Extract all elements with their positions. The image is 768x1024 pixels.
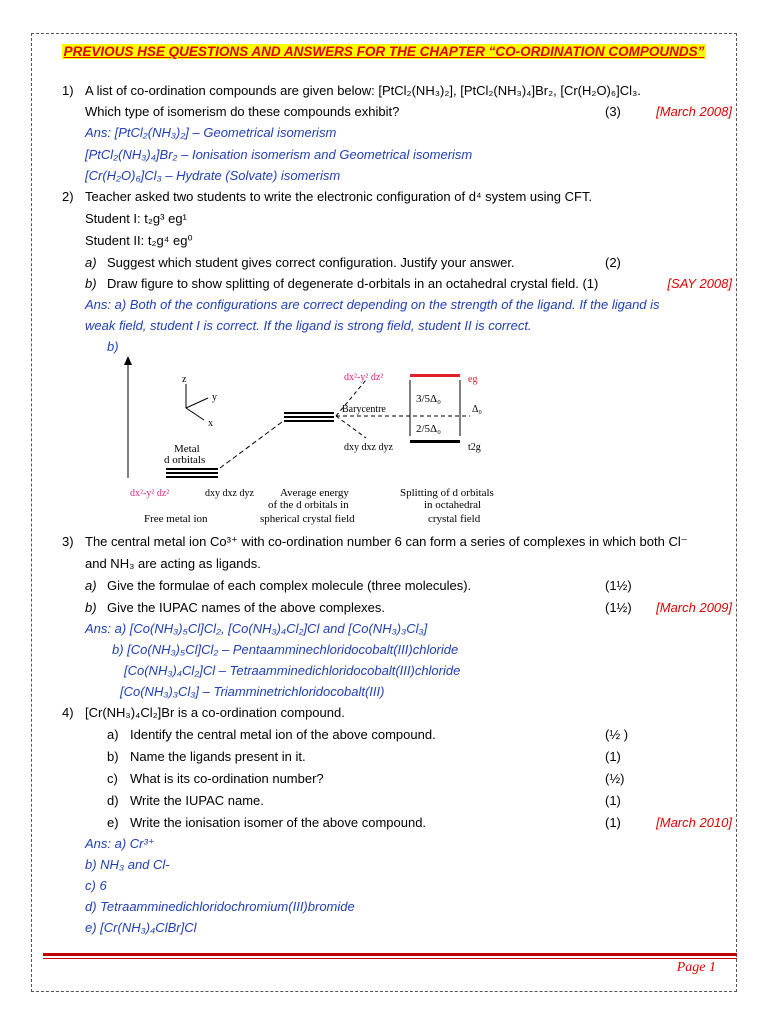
x-label: x [208,418,213,429]
y-axis [186,398,208,408]
q4-item-marks: (1) [605,749,621,764]
q4-item-marks: (½) [605,771,625,786]
q3-answer-3: [Co(NH₃)₄Cl₂]Cl – Tetraamminedichloridocobalt(III)chloride [124,663,461,678]
q1-marks: (3) [605,104,621,119]
q2-student-2: Student II: t₂g⁴ eg⁰ [85,233,193,248]
q2-b-label: b) [85,276,97,291]
split-caption-2: in octahedral [424,499,482,511]
q1-answer-2: [PtCl₂(NH₃)₄]Br₂ – Ionisation isomerism and Geometrical isomerism [85,147,473,162]
q4-answer: c) 6 [85,878,107,893]
avg-caption-1: Average energy [280,487,349,499]
footer-rule-thin [43,958,737,959]
q2-b-source: [SAY 2008] [667,276,732,291]
q3-answer-2: b) [Co(NH₃)₅Cl]Cl₂ – Pentaamminechloridocobalt(III)chloride [112,642,459,657]
q3-b-text: Give the IUPAC names of the above complexes. [107,600,385,615]
avg-caption-2: of the d orbitals in [268,499,349,511]
q2-answer-2: weak field, student I is correct. If the ligand is strong field, student II is correct. [85,318,532,333]
q2-answer-b: b) [107,339,119,354]
energy-arrow-head [124,356,132,365]
q4-item-text: What is its co-ordination number? [130,771,324,786]
q4-item-text: Write the ionisation isomer of the above compound. [130,815,427,830]
q4-item-marks: (½ ) [605,727,629,742]
t2g-label: t2g [468,442,481,453]
page-number: Page 1 [676,960,716,975]
page-title: PREVIOUS HSE QUESTIONS AND ANSWERS FOR THE CHAPTER “CO-ORDINATION COMPOUNDS” [63,44,705,59]
free-ion-orbitals-black: dxy dxz dyz [205,488,254,499]
q2-student-1: Student I: t₂g³ eg¹ [85,211,187,226]
q1-text: A list of co-ordination compounds are given below: [PtCl₂(NH₃)₂], [PtCl₂(NH₃)₄]Br₂, [Cr(H₂O)₆]Cl₃. [85,83,641,98]
split-caption-1: Splitting of d orbitals [400,487,494,499]
q2-a-label: a) [85,255,97,270]
q2-text: Teacher asked two students to write the electronic configuration of d⁴ system using CFT. [85,189,593,204]
q3-text2: and NH₃ are acting as ligands. [85,556,261,571]
t2g-level [410,440,460,443]
avg-caption-3: spherical crystal field [260,513,355,525]
q2-a-text: Suggest which student gives correct configuration. Justify your answer. [107,255,515,270]
q1-number: 1) [62,83,74,98]
three-fifths-label: 3/5Δ₀ [416,393,441,405]
footer-rule [43,953,737,956]
q2-answer-1: Ans: a) Both of the configurations are correct depending on the strength of the ligand. If the ligand is [85,297,660,312]
free-ion-orbitals-red: dx²-y² dz² [130,488,170,499]
spherical-level [284,412,334,414]
free-ion-level [166,472,218,474]
q4-answer: e) [Cr(NH₃)₄ClBr]Cl [85,920,197,935]
q4-item-label: e) [107,815,119,830]
q4-answer: b) NH₃ and Cl- [85,857,170,872]
q3-a-marks: (1½) [605,578,632,593]
x-axis [186,408,204,420]
t2g-orbitals-label: dxy dxz dyz [344,442,393,453]
q4-item-label: d) [107,793,119,808]
q3-source: [March 2009] [656,600,732,615]
q4-source: [March 2010] [656,815,732,830]
crystal-field-diagram [110,350,550,530]
q3-a-label: a) [85,578,97,593]
q4-item-label: a) [107,727,119,742]
q4-item-text: Write the IUPAC name. [130,793,264,808]
spherical-level [284,420,334,422]
y-label: y [212,392,217,403]
two-fifths-label: 2/5Δ₀ [416,423,441,435]
q3-answer-1: Ans: a) [Co(NH₃)₅Cl]Cl₂, [Co(NH₃)₄Cl₂]Cl and [Co(NH₃)₃Cl₃] [85,621,428,636]
q4-item-label: b) [107,749,119,764]
free-ion-level [166,476,218,478]
q2-b-text: Draw figure to show splitting of degenerate d-orbitals in an octahedral crystal field. (1) [107,276,599,291]
eg-label: eg [468,374,478,385]
q4-item-text: Identify the central metal ion of the above compound. [130,727,436,742]
q4-item-marks: (1) [605,815,621,830]
q4-item-marks: (1) [605,793,621,808]
q1-answer-1: Ans: [PtCl₂(NH₃)₂] – Geometrical isomerism [85,125,337,140]
q4-number: 4) [62,705,74,720]
free-ion-caption: Free metal ion [144,513,208,525]
q2-a-marks: (2) [605,255,621,270]
q2-number: 2) [62,189,74,204]
q1-source: [March 2008] [656,104,732,119]
q1-answer-3: [Cr(H₂O)₆]Cl₃ – Hydrate (Solvate) isomerism [85,168,341,183]
barycentre-label: Barycentre [342,404,386,415]
spherical-level [284,416,334,418]
q4-answer: Ans: a) Cr³⁺ [85,836,155,851]
q3-number: 3) [62,534,74,549]
q4-item-label: c) [107,771,118,786]
eg-level [410,374,460,377]
q3-b-marks: (1½) [605,600,632,615]
split-caption-3: crystal field [428,513,481,525]
q3-answer-4: [Co(NH₃)₃Cl₃] – Triamminetrichloridocobalt(III) [120,684,385,699]
q4-answer: d) Tetraamminedichloridochromium(III)bromide [85,899,355,914]
q3-a-text: Give the formulae of each complex molecule (three molecules). [107,578,472,593]
d-orbitals-label: d orbitals [164,454,206,466]
q1-text2: Which type of isomerism do these compounds exhibit? [85,104,400,119]
delta-label: Δ₀ [472,404,482,415]
metal-label: Metal [174,443,200,455]
q3-b-label: b) [85,600,97,615]
eg-orbitals-label: dx²-y² dz² [344,372,384,383]
q3-text: The central metal ion Co³⁺ with co-ordination number 6 can form a series of complexes in which both Cl⁻ [85,534,688,549]
split-down-line [336,416,366,438]
connector-line [220,422,282,468]
z-label: z [182,374,187,385]
q4-item-text: Name the ligands present in it. [130,749,306,764]
free-ion-level [166,468,218,470]
q4-text: [Cr(NH₃)₄Cl₂]Br is a co-ordination compound. [85,705,345,720]
